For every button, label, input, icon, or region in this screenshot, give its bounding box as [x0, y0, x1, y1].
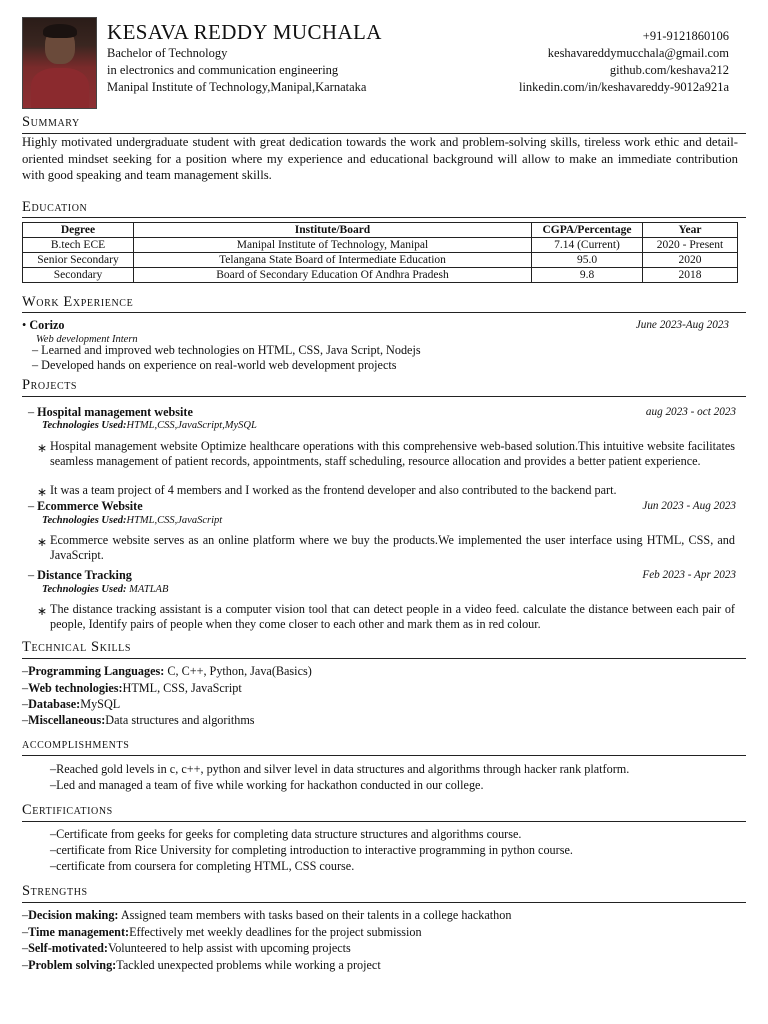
certification-item: –certificate from Rice University for completing introduction to interactive programming in python course. — [50, 843, 573, 857]
strength-item: –Problem solving:Tackled unexpected problems while working a project — [22, 958, 381, 972]
skill-item: –Miscellaneous:Data structures and algorithms — [22, 713, 255, 727]
institute-line: Manipal Institute of Technology,Manipal,Karnataka — [107, 80, 367, 94]
accomplishment-item: –Reached gold levels in c, c++, python and silver level in data structures and algorithms through hacker rank platform. — [50, 762, 630, 776]
linkedin-link[interactable]: linkedin.com/in/keshavareddy-9012a921a — [518, 80, 729, 94]
star-bullet-icon: ∗ — [37, 535, 48, 549]
project-bullet: Hospital management website Optimize healthcare operations with this comprehensive web-based solution.This intuitive website facilitates seamless management of patient records, appointments, staff scheduling, resource allocation and provides a better patient experience. — [50, 439, 735, 468]
project-tech: Technologies Used:HTML,CSS,JavaScript — [42, 515, 223, 526]
section-divider — [22, 902, 746, 903]
work-heading: Work Experience — [22, 294, 134, 310]
work-role: Web development Intern — [36, 334, 138, 345]
section-divider — [22, 396, 746, 397]
strength-item: –Time management:Effectively met weekly deadlines for the project submission — [22, 925, 422, 939]
certification-item: –certificate from coursera for completing HTML, CSS course. — [50, 859, 355, 873]
work-bullet: – Learned and improved web technologies on HTML, CSS, Java Script, Nodejs — [32, 343, 421, 357]
skills-heading: Technical Skills — [22, 639, 132, 655]
certifications-heading: Certifications — [22, 802, 113, 818]
certification-item: –Certificate from geeks for geeks for completing data structure structures and algorithms course. — [50, 827, 522, 841]
table-cell: 2018 — [643, 268, 738, 283]
project-title: – Distance Tracking — [28, 568, 132, 582]
table-cell: 9.8 — [532, 268, 643, 283]
section-divider — [22, 658, 746, 659]
table-row — [23, 268, 738, 283]
table-row — [23, 253, 738, 268]
skill-item: –Database:MySQL — [22, 697, 121, 711]
section-divider — [22, 217, 746, 218]
column-header: Year — [643, 223, 738, 238]
bullet-icon: • — [22, 318, 30, 332]
table-cell: Telangana State Board of Intermediate Education — [134, 253, 532, 268]
column-header: CGPA/Percentage — [532, 223, 643, 238]
table-cell: Secondary — [23, 268, 134, 283]
skill-item: –Programming Languages: C, C++, Python, Java(Basics) — [22, 664, 312, 678]
section-divider — [22, 821, 746, 822]
github-link[interactable]: github.com/keshava212 — [609, 63, 729, 77]
work-item — [22, 318, 65, 333]
table-cell: 2020 - Present — [643, 238, 738, 253]
skill-item: –Web technologies:HTML, CSS, JavaScript — [22, 681, 242, 695]
project-title: – Ecommerce Website — [28, 499, 143, 513]
project-dates: Jun 2023 - Aug 2023 — [642, 500, 736, 512]
candidate-name: KESAVA REDDY MUCHALA — [107, 20, 382, 44]
project-tech: Technologies Used:HTML,CSS,JavaScript,MySQL — [42, 420, 257, 431]
project-bullet: The distance tracking assistant is a computer vision tool that can detect people in a video feed. calculate the distance between each pair of people, Identify pairs of people when they come closer to each other and mark them as in red colour. — [50, 602, 735, 631]
education-header-row — [23, 223, 738, 238]
star-bullet-icon: ∗ — [37, 604, 48, 618]
section-divider — [22, 755, 746, 756]
column-header: Institute/Board — [134, 223, 532, 238]
education-heading: Education — [22, 199, 88, 215]
phone-number: +91-9121860106 — [642, 29, 729, 43]
education-table — [22, 222, 738, 283]
project-dates: aug 2023 - oct 2023 — [645, 406, 736, 418]
company-name: Corizo — [29, 318, 65, 332]
branch-line: in electronics and communication engineering — [107, 63, 339, 77]
table-row — [23, 238, 738, 253]
summary-heading: Summary — [22, 114, 80, 130]
star-bullet-icon: ∗ — [37, 441, 48, 455]
star-bullet-icon: ∗ — [37, 485, 48, 499]
table-cell: 7.14 (Current) — [532, 238, 643, 253]
section-divider — [22, 312, 746, 313]
degree-line: Bachelor of Technology — [107, 46, 228, 60]
summary-text: Highly motivated undergraduate student with great dedication towards the work and problem-solving skills, tireless work ethic and detail-oriented mindset seeking for a position where my experience and educational background will allow to make an immediate contribution with good speaking and team management skills. — [22, 135, 738, 182]
strengths-heading: Strengths — [22, 883, 88, 899]
accomplishment-item: –Led and managed a team of five while working for hackathon conducted in our college. — [50, 778, 484, 792]
project-bullet: It was a team project of 4 members and I worked as the frontend developer and also contributed to the backend part. — [50, 483, 617, 497]
strength-item: –Self-motivated:Volunteered to help assist with upcoming projects — [22, 941, 351, 955]
projects-heading: Projects — [22, 377, 78, 393]
project-tech: Technologies Used: MATLAB — [42, 584, 169, 595]
strength-item: –Decision making: Assigned team members with tasks based on their talents in a college hackathon — [22, 908, 512, 922]
table-cell: Manipal Institute of Technology, Manipal — [134, 238, 532, 253]
work-dates: June 2023-Aug 2023 — [635, 319, 729, 331]
email-link[interactable]: keshavareddymucchala@gmail.com — [547, 46, 729, 60]
table-cell: Board of Secondary Education Of Andhra Pradesh — [134, 268, 532, 283]
table-cell: B.tech ECE — [23, 238, 134, 253]
project-bullet: Ecommerce website serves as an online platform where we buy the products.We implemented the user interface using HTML, CSS, and JavaScript. — [50, 533, 735, 562]
profile-photo — [22, 17, 97, 109]
project-dates: Feb 2023 - Apr 2023 — [642, 569, 736, 581]
table-cell: 2020 — [643, 253, 738, 268]
work-bullet: – Developed hands on experience on real-world web development projects — [32, 358, 397, 372]
accomplishments-heading: accomplishments — [22, 736, 130, 752]
table-cell: 95.0 — [532, 253, 643, 268]
project-title: – Hospital management website — [28, 405, 193, 419]
table-cell: Senior Secondary — [23, 253, 134, 268]
column-header: Degree — [23, 223, 134, 238]
